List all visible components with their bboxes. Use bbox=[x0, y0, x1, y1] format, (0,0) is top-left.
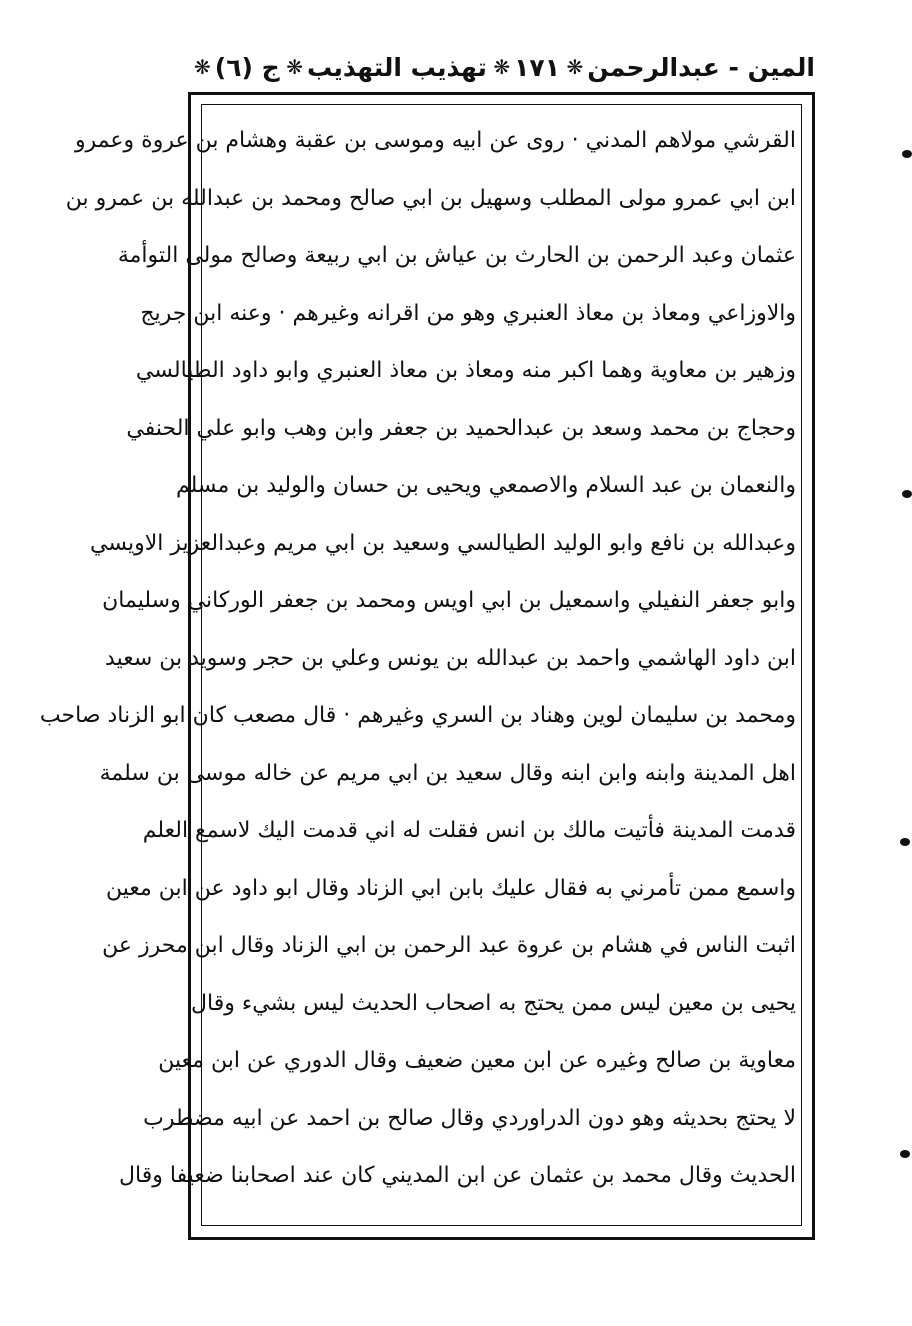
text-line: واسمع ممن تأمرني به فقال عليك بابن ابي الزناد وقال ابو داود عن ابن معين bbox=[105, 875, 796, 901]
text-line: عثمان وعبد الرحمن بن الحارث بن عياش بن ابي ربيعة وصالح مولى التوأمة bbox=[117, 243, 796, 268]
text-line: قدمت المدينة فأتيت مالك بن انس فقلت له اني قدمت اليك لاسمع العلم bbox=[142, 818, 796, 843]
ornament-icon: ❋ bbox=[493, 55, 511, 79]
text-line: لا يحتج بحديثه وهو دون الدراوردي وقال صالح بن احمد عن ابيه مضطرب bbox=[143, 1105, 796, 1131]
header-page-number: ١٧١ bbox=[514, 52, 560, 82]
text-line: ابن داود الهاشمي واحمد بن عبدالله بن يونس وعلي بن حجر وسويد بن سعيد bbox=[105, 645, 796, 671]
margin-binding-mark bbox=[900, 838, 910, 846]
text-line: الحديث وقال محمد بن عثمان عن ابن المديني كان عند اصحابنا ضعيفا وقال bbox=[119, 1163, 796, 1188]
text-line: والنعمان بن عبد السلام والاصمعي ويحيى بن حسان والوليد بن مسلم bbox=[176, 473, 796, 498]
text-line: ومحمد بن سليمان لوين وهناد بن السري وغيرهم · قال مصعب كان ابو الزناد صاحب bbox=[39, 703, 796, 728]
margin-binding-mark bbox=[900, 1150, 910, 1158]
header-book-title-group bbox=[282, 53, 487, 82]
text-line: اثبت الناس في هشام بن عروة عبد الرحمن بن ابي الزناد وقال ابن محرز عن bbox=[102, 933, 796, 958]
text-line: وابو جعفر النفيلي واسمعيل بن ابي اويس ومحمد بن جعفر الوركاني وسليمان bbox=[102, 588, 796, 613]
header-book-title: تهذيب التهذيب bbox=[306, 52, 487, 82]
text-line: القرشي مولاهم المدني · روى عن ابيه وموسى بن عقبة وهشام بن عروة وعمرو bbox=[74, 128, 796, 153]
text-line: اهل المدينة وابنه وابن ابنه وقال سعيد بن ابي مريم عن خاله موسى بن سلمة bbox=[99, 760, 796, 786]
margin-binding-mark bbox=[902, 150, 912, 158]
text-line: يحيى بن معين ليس ممن يحتج به اصحاب الحديث ليس بشيء وقال bbox=[191, 990, 796, 1016]
ornament-icon: ❋ bbox=[566, 55, 584, 79]
margin-binding-mark bbox=[902, 490, 912, 498]
header-volume: ج (٦) bbox=[214, 52, 280, 82]
header-volume-group bbox=[190, 53, 280, 82]
header-page-number-group bbox=[489, 53, 560, 82]
ornament-icon: ❋ bbox=[286, 55, 303, 79]
text-line: وعبدالله بن نافع وابو الوليد الطيالسي وسعيد بن ابي مريم وعبدالعزيز الاويسي bbox=[90, 530, 796, 556]
running-header bbox=[190, 44, 815, 90]
main-text-block bbox=[39, 112, 796, 1220]
header-section-group bbox=[563, 53, 815, 82]
text-line: معاوية بن صالح وغيره عن ابن معين ضعيف وقال الدوري عن ابن معين bbox=[158, 1048, 796, 1073]
text-line: وحجاج بن محمد وسعد بن عبدالحميد بن جعفر وابن وهب وابو علي الحنفي bbox=[126, 415, 796, 441]
text-line: والاوزاعي ومعاذ بن معاذ العنبري وهو من اقرانه وغيرهم · وعنه ابن جريج bbox=[140, 300, 796, 326]
header-section: المين - عبدالرحمن bbox=[587, 52, 815, 82]
ornament-icon: ❋ bbox=[194, 55, 211, 79]
text-line: وزهير بن معاوية وهما اكبر منه ومعاذ بن معاذ العنبري وابو داود الطيالسي bbox=[135, 358, 796, 383]
text-line: ابن ابي عمرو مولى المطلب وسهيل بن ابي صالح ومحمد بن عبدالله بن عمرو بن bbox=[65, 185, 796, 211]
